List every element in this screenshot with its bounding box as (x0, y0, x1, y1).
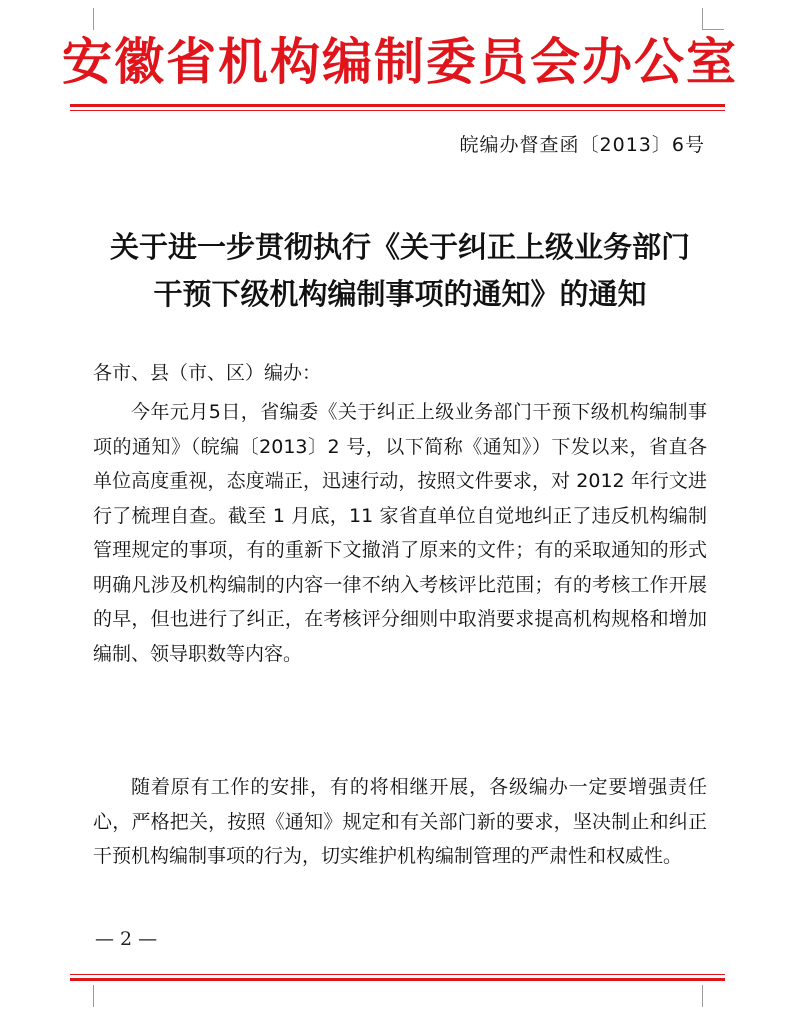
header-red-line-thick (70, 104, 725, 107)
footer-red-line-thick (70, 978, 725, 981)
header-red-line-thin (70, 110, 725, 111)
footer-red-line-thin (70, 974, 725, 975)
document-title-line-2: 干预下级机构编制事项的通知》的通知 (153, 277, 647, 311)
crop-mark-bottom-left (93, 985, 94, 1007)
org-header-title: 安徽省机构编制委员会办公室 (62, 32, 738, 91)
body-paragraph-2: 随着原有工作的安排，有的将相继开展，各级编办一定要增强责任心，严格把关，按照《通知》规定和有关部门新的要求，坚决制止和纠正干预机构编制事项的行为，切实维护机构编制管理的严肃性和权威性。 (93, 776, 707, 867)
document-title (75, 224, 725, 318)
body-paragraph-1: 今年元月5日，省编委《关于纠正上级业务部门干预下级机构编制事项的通知》（皖编〔2013〕2 号，以下简称《通知》）下发以来，省直各单位高度重视，态度端正，迅速行动，按照文件要求，对 2012 年行文进行了梳理自查。截至 1 月底，11 家省直单位自觉地纠正了违反机构编制管理规定的事项，有的重新下文撤消了原来的文件；有的采取通知的形式明确凡涉及机构编制的内容一律不纳入考核评比范围；有的考核工作开展的早，但也进行了纠正，在考核评分细则中取消要求提高机构规格和增加编制、领导职数等内容。 (93, 401, 707, 665)
salutation: 各市、县（市、区）编办： (93, 362, 322, 384)
crop-mark-bottom-right (702, 985, 703, 1007)
document-number: 皖编办督查函〔2013〕6号 (459, 134, 705, 156)
page-number: — 2 — (95, 928, 158, 950)
document-title-line-1: 关于进一步贯彻执行《关于纠正上级业务部门 (109, 230, 690, 264)
